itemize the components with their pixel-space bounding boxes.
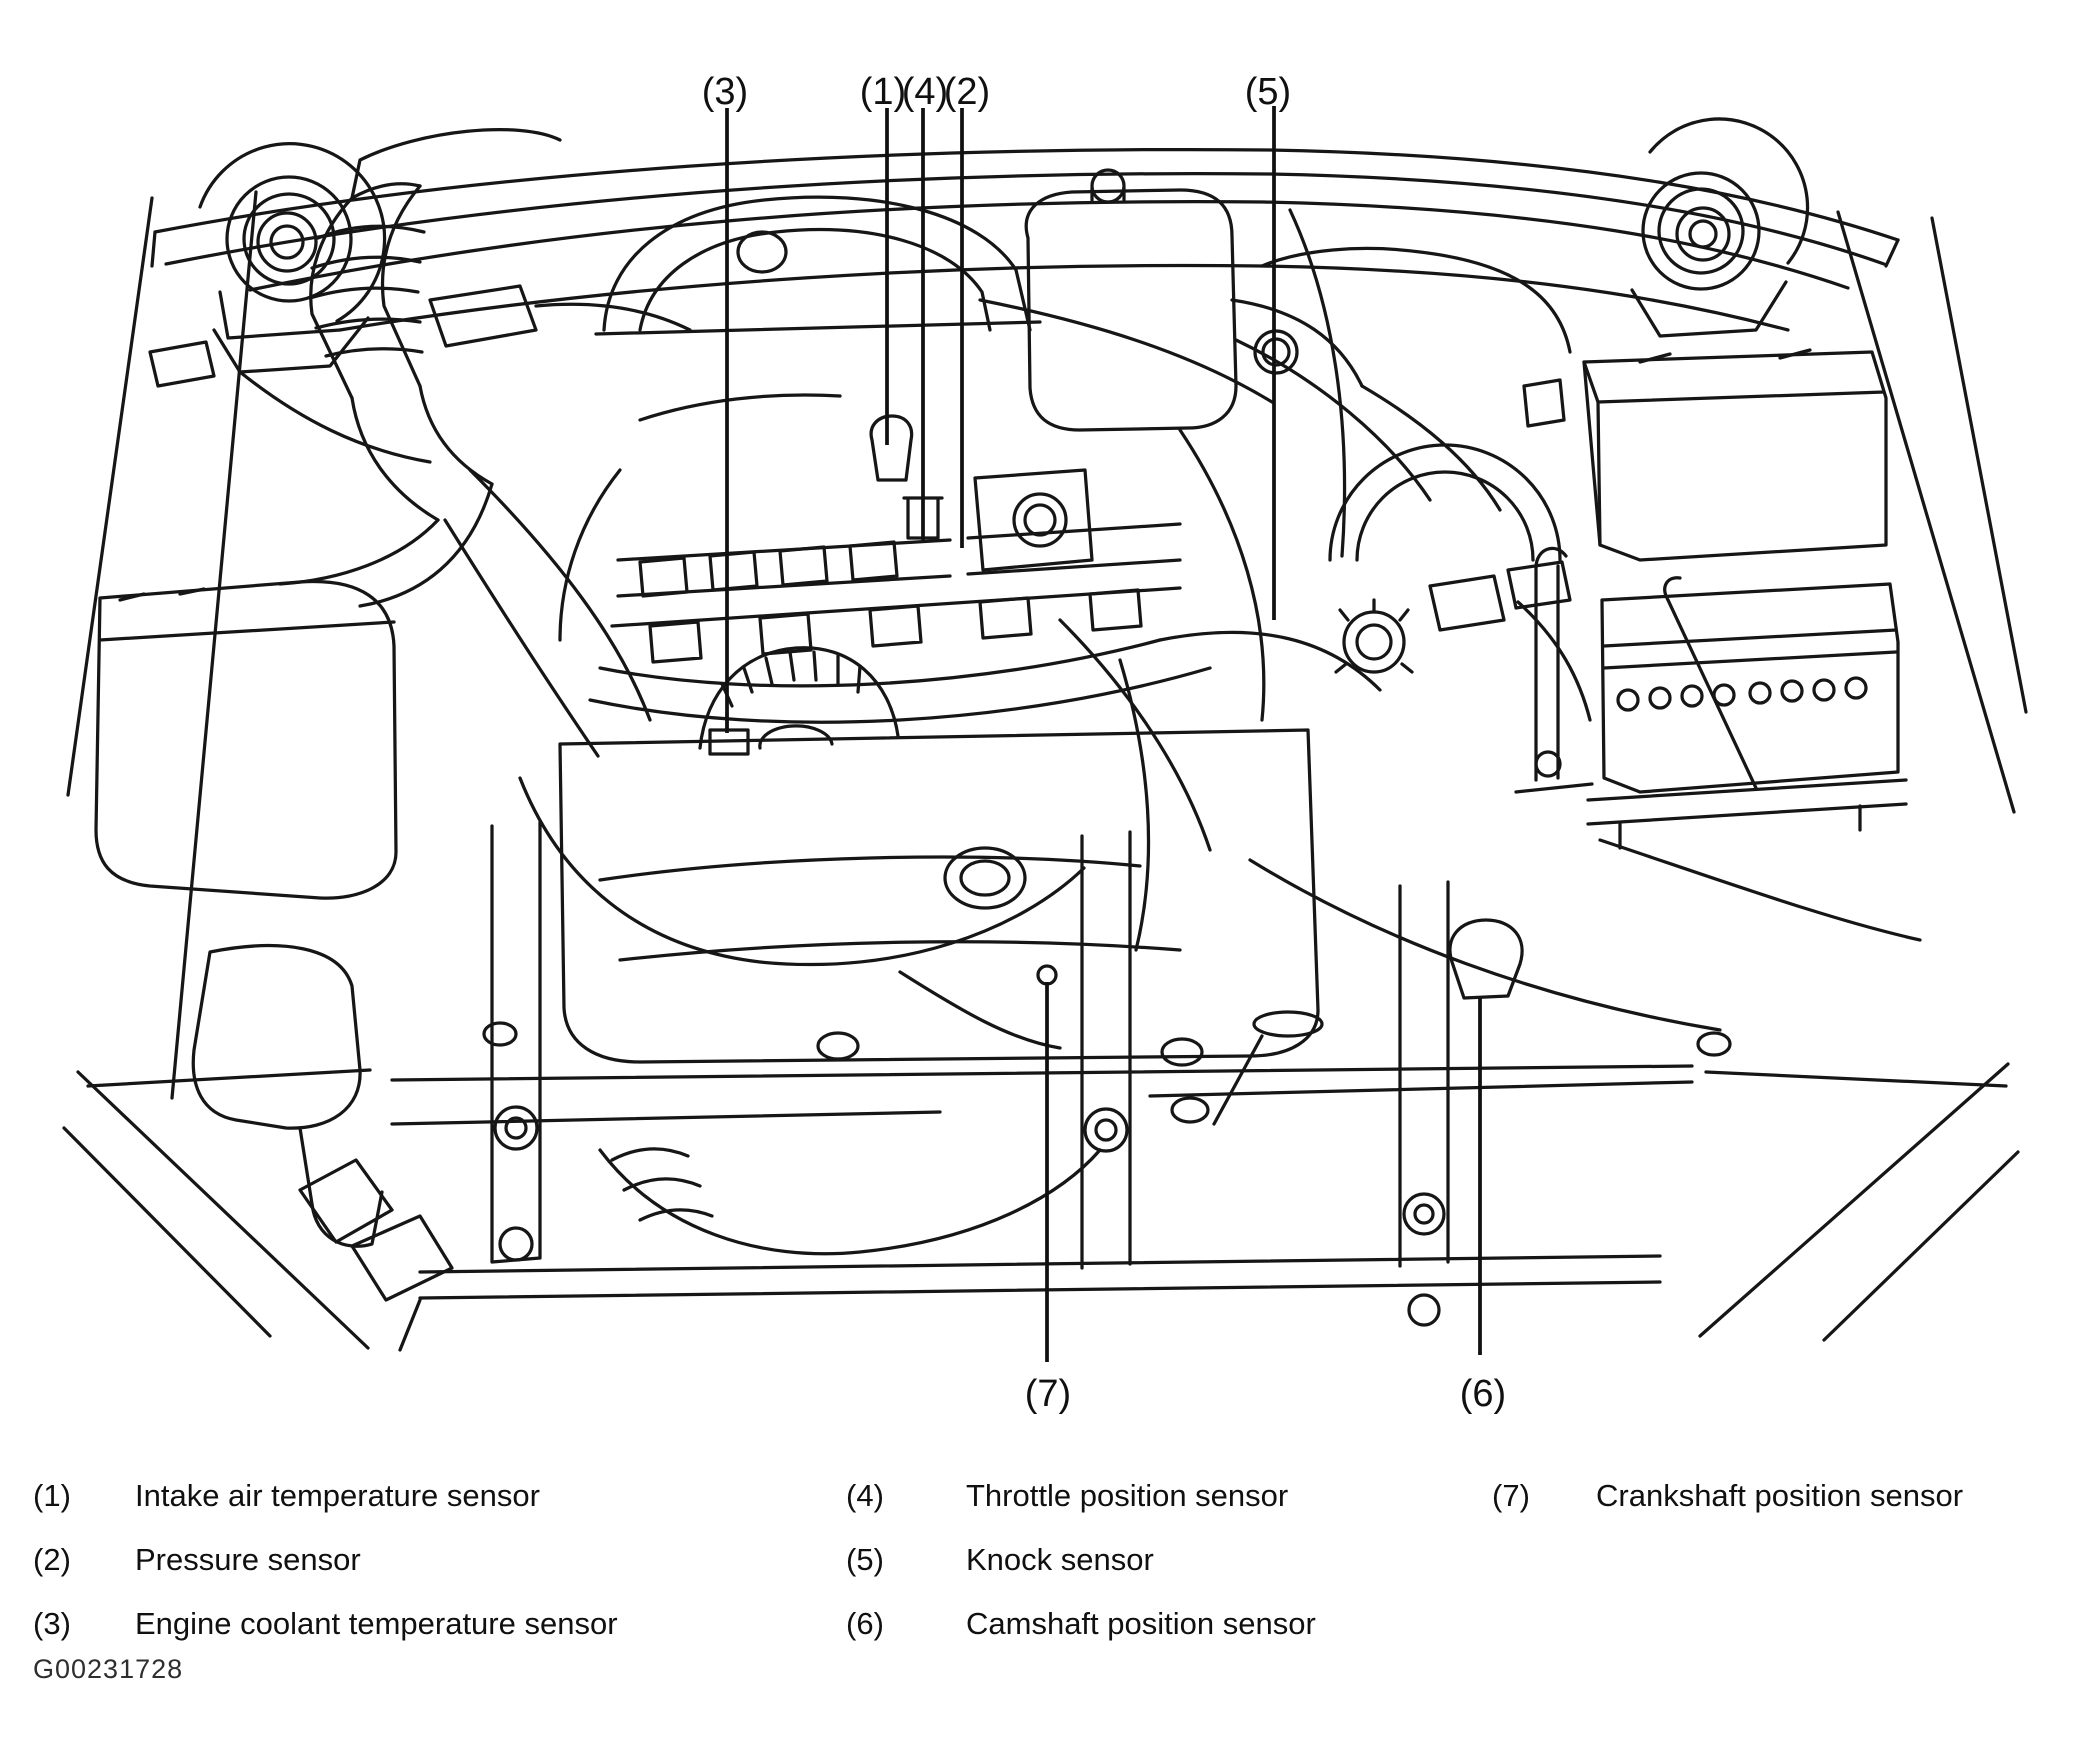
- legend-label-6: Camshaft position sensor: [966, 1606, 1316, 1641]
- legend-label-7: Crankshaft position sensor: [1596, 1478, 1964, 1513]
- legend-num-4: (4): [846, 1478, 884, 1513]
- legend-item-6: [846, 1606, 1316, 1642]
- legend-label-1: Intake air temperature sensor: [135, 1478, 540, 1513]
- legend-item-4: [846, 1478, 1288, 1514]
- legend-num-1: (1): [33, 1478, 71, 1513]
- legend-label-5: Knock sensor: [966, 1542, 1154, 1577]
- figure-id-code: G00231728: [33, 1654, 184, 1684]
- legend-item-5: [846, 1542, 1154, 1578]
- legend-item-7: [1492, 1478, 1963, 1514]
- callout-7: (7): [1024, 1373, 1072, 1415]
- fuse-relay-box: [1524, 350, 1886, 560]
- callout-labels: [702, 71, 1506, 1415]
- legend-num-6: (6): [846, 1606, 884, 1641]
- legend-label-4: Throttle position sensor: [966, 1478, 1289, 1513]
- battery: [1516, 548, 1906, 848]
- body-corner-lines: [64, 192, 2026, 1348]
- frame-rails: [392, 822, 1730, 1325]
- legend-num-3: (3): [33, 1606, 71, 1641]
- legend-num-2: (2): [33, 1542, 71, 1577]
- callout-2: (2): [943, 71, 991, 113]
- legend-label-2: Pressure sensor: [135, 1542, 361, 1577]
- engine-front-and-hoses: [520, 331, 1920, 1124]
- callout-3: (3): [701, 71, 749, 113]
- air-intake-assembly: [96, 130, 690, 1350]
- alternator-cover: [700, 648, 898, 748]
- legend-num-5: (5): [846, 1542, 884, 1577]
- legend-item-2: [33, 1542, 361, 1578]
- callout-4: (4): [901, 71, 949, 113]
- callout-6: (6): [1459, 1373, 1507, 1415]
- legend-item-1: [33, 1478, 540, 1514]
- legend-num-7: (7): [1492, 1478, 1530, 1513]
- legend-label-3: Engine coolant temperature sensor: [135, 1606, 618, 1641]
- callout-1: (1): [859, 71, 907, 113]
- callout-5: (5): [1244, 71, 1292, 113]
- engine-top-cluster: [590, 197, 1380, 754]
- right-strut-tower: [1632, 119, 1808, 336]
- legend-item-3: [33, 1606, 618, 1642]
